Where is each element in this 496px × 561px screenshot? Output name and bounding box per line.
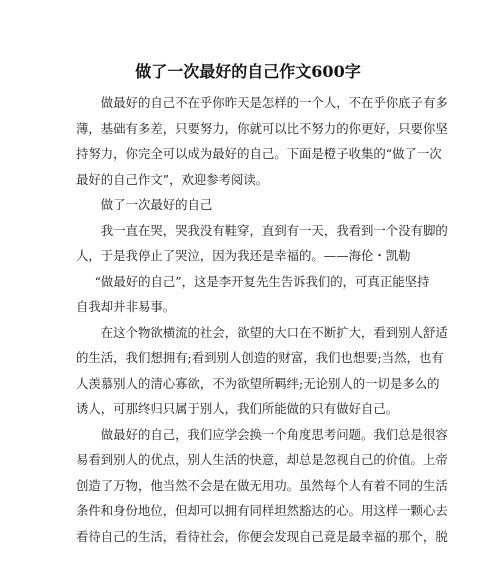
text-line: 的生活，我们想拥有;看到别人创造的财富，我们也想要;当然，也有 [76, 350, 444, 365]
paragraph [76, 422, 448, 550]
text-line: 易看到别人的优点，别人生活的快意，却总是忽视自己的价值。上帝 [76, 452, 448, 467]
paragraph-quote [76, 218, 448, 269]
document-title: 做了一次最好的自己作文600字 [135, 62, 361, 81]
text-line: 做最好的自己，我们应学会换一个角度思考问题。我们总是很容 [100, 426, 448, 442]
text-line: 创造了万物，他当然不会是在做无用功。虽然每个人有着不同的生活 [76, 477, 448, 493]
text-line: “做最好的自己”，这是李开复先生告诉我们的，可真正能坚持 [94, 273, 430, 289]
document-body [76, 90, 448, 549]
text-line: 持努力，你完全可以成为最好的自己。下面是橙子收集的“做了一次 [76, 146, 442, 161]
text-line: 自我却并非易事。 [76, 299, 176, 314]
text-line: 看待自己的生活，看待社会，你便会发现自己竟是最幸福的那个，脱 [76, 528, 448, 544]
text-line: 在这个物欲横流的社会，欲望的大口在不断扩大，看到别人舒适 [100, 324, 448, 340]
text-line: 做了一次最好的自己 [100, 197, 213, 212]
paragraph [76, 320, 448, 422]
text-line: 人羡慕别人的清心寡欲，不为欲望所羁绊;无论别人的一切是多么的 [76, 375, 440, 391]
paragraph [76, 90, 448, 192]
paragraph-subheading [76, 192, 422, 218]
text-line: 人，于是我停止了哭泣，因为我还是幸福的。——海伦・凯勒 [76, 248, 411, 263]
text-line: 薄，基础有多差，只要努力，你就可以比不努力的你更好，只要你坚 [76, 120, 448, 136]
text-line: 我一直在哭，哭我没有鞋穿，直到有一天，我看到一个没有脚的 [100, 222, 448, 238]
paragraph [76, 269, 430, 320]
text-line: 条件和身份地位，但却可以拥有同样坦然豁达的心。用这样一颗心去 [76, 503, 448, 518]
text-line: 做最好的自己不在乎你昨天是怎样的一个人，不在乎你底子有多 [100, 95, 448, 110]
text-line: 诱人，可那终归只属于别人，我们所能做的只有做好自己。 [76, 401, 399, 416]
text-line: 最好的自己作文”，欢迎参考阅读。 [76, 171, 269, 187]
